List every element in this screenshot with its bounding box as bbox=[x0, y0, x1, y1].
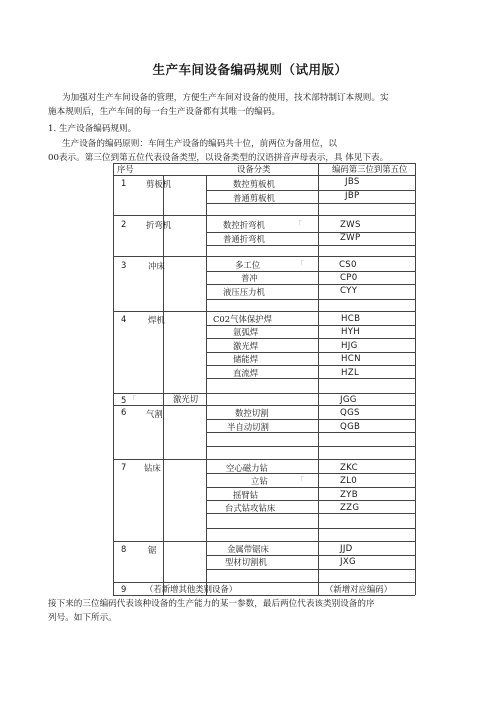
row-seq: 5 bbox=[121, 395, 127, 405]
sub-code: JXG bbox=[340, 557, 356, 567]
row-group: 锯 bbox=[148, 545, 157, 555]
margin-mark: 「 bbox=[297, 260, 304, 268]
margin-mark: 「 bbox=[295, 220, 302, 228]
sub-code: ZL0 bbox=[340, 476, 358, 486]
sub-name: 激光焊 bbox=[233, 341, 259, 351]
sub-code: JBS bbox=[345, 177, 360, 187]
row-seq: 1 bbox=[121, 178, 127, 188]
row-seq: 4 bbox=[121, 314, 127, 324]
sub-code: HJG bbox=[341, 341, 358, 351]
row-group: 钻床 bbox=[144, 463, 161, 473]
section-heading: 1. 生产设备编码规则。 bbox=[48, 124, 137, 134]
row-seq: 9 bbox=[121, 584, 127, 594]
sub-code: CP0 bbox=[340, 273, 358, 283]
sub-code: QGB bbox=[340, 422, 361, 432]
sub-code: JJD bbox=[340, 544, 353, 554]
sub-code: HCN bbox=[341, 354, 361, 364]
page-title: 生产车间设备编码规则（试用版） bbox=[152, 62, 348, 77]
after-line-2: 列号。如下所示。 bbox=[48, 613, 117, 623]
header-code: 编码第三位到第五位 bbox=[332, 164, 408, 174]
sub-name: 数控折弯机 bbox=[223, 220, 265, 230]
margin-mark: 「 bbox=[297, 476, 304, 484]
sub-code: CS0 bbox=[339, 260, 357, 270]
row-code: （新增对应编码） bbox=[325, 584, 392, 594]
row-group: 激光切 bbox=[173, 394, 199, 404]
header-category: 设备分类 bbox=[237, 164, 271, 174]
intro-line-2: 施本规则后，生产车间的每一台生产设备都有其唯一的编码。 bbox=[48, 107, 281, 117]
sub-name: C02气体保护焊 bbox=[213, 314, 272, 324]
sub-code: CYY bbox=[340, 286, 358, 296]
row-code: JGG bbox=[340, 395, 357, 405]
after-line-1: 接下来的三位编码代表该种设备的生产能力的某一参数，最后两位代表该类别设备的序 bbox=[48, 599, 375, 609]
sub-name: 普冲 bbox=[241, 273, 258, 283]
sub-name: 数控切割 bbox=[235, 408, 269, 418]
sub-name: 氩弧焊 bbox=[233, 327, 259, 337]
header-seq: 序号 bbox=[117, 164, 134, 174]
row-group: 气割 bbox=[146, 409, 163, 419]
row-group: （若新增其他类别设备） bbox=[145, 584, 238, 594]
sub-name: 型材切割机 bbox=[225, 557, 267, 567]
sub-code: ZKC bbox=[340, 463, 358, 473]
sub-code: HZL bbox=[341, 368, 360, 378]
sub-code: QGS bbox=[340, 408, 360, 418]
equipment-code-table bbox=[113, 163, 416, 595]
sub-code: ZZG bbox=[340, 503, 360, 513]
sub-name: 多工位 bbox=[235, 260, 261, 270]
sub-name: 金属带锯床 bbox=[227, 544, 269, 554]
sub-name: 摇臂钻 bbox=[233, 490, 259, 500]
margin-mark: 「 bbox=[129, 395, 136, 403]
sub-code: HCB bbox=[341, 314, 361, 324]
row-seq: 7 bbox=[121, 462, 127, 472]
row-seq: 2 bbox=[121, 219, 127, 229]
sub-name: 空心磁力钻 bbox=[226, 463, 268, 473]
sub-name: 储能焊 bbox=[233, 354, 259, 364]
row-seq: 8 bbox=[121, 544, 127, 554]
row-group: 折弯机 bbox=[146, 220, 172, 230]
sub-code: JBP bbox=[345, 191, 360, 201]
sub-name: 数控剪板机 bbox=[233, 179, 275, 189]
sub-code: ZYB bbox=[340, 490, 358, 500]
intro-line-1: 为加强对生产车间设备的管理，方便生产车间对设备的使用，技术部特制订本规则。实 bbox=[62, 93, 389, 103]
row-group: 冲床 bbox=[148, 261, 165, 271]
row-seq: 6 bbox=[121, 407, 127, 417]
sub-name: 直流焊 bbox=[233, 368, 259, 378]
sub-name: 立钻 bbox=[251, 476, 268, 486]
sub-name: 普通剪板机 bbox=[233, 193, 275, 203]
sub-name: 液压压力机 bbox=[223, 287, 265, 297]
sub-code: HYH bbox=[341, 327, 361, 337]
row-seq: 3 bbox=[121, 260, 127, 270]
row-group: 焊机 bbox=[148, 315, 165, 325]
sub-name: 台式钻攻钻床 bbox=[225, 503, 276, 513]
sub-name: 普通折弯机 bbox=[223, 234, 265, 244]
sub-code: ZWP bbox=[340, 233, 361, 243]
section-line-2: 00表示。第三位到第五位代表设备类型，以设备类型的汉语拼音声母表示，具 体见下表。 bbox=[48, 153, 389, 163]
sub-name: 半自动切割 bbox=[227, 422, 269, 432]
sub-code: ZWS bbox=[340, 220, 361, 230]
section-line-1: 生产设备的编码原则：车间生产设备的编码共十位，前两位为备用位，以 bbox=[62, 139, 338, 149]
row-group: 剪板机 bbox=[146, 179, 172, 189]
